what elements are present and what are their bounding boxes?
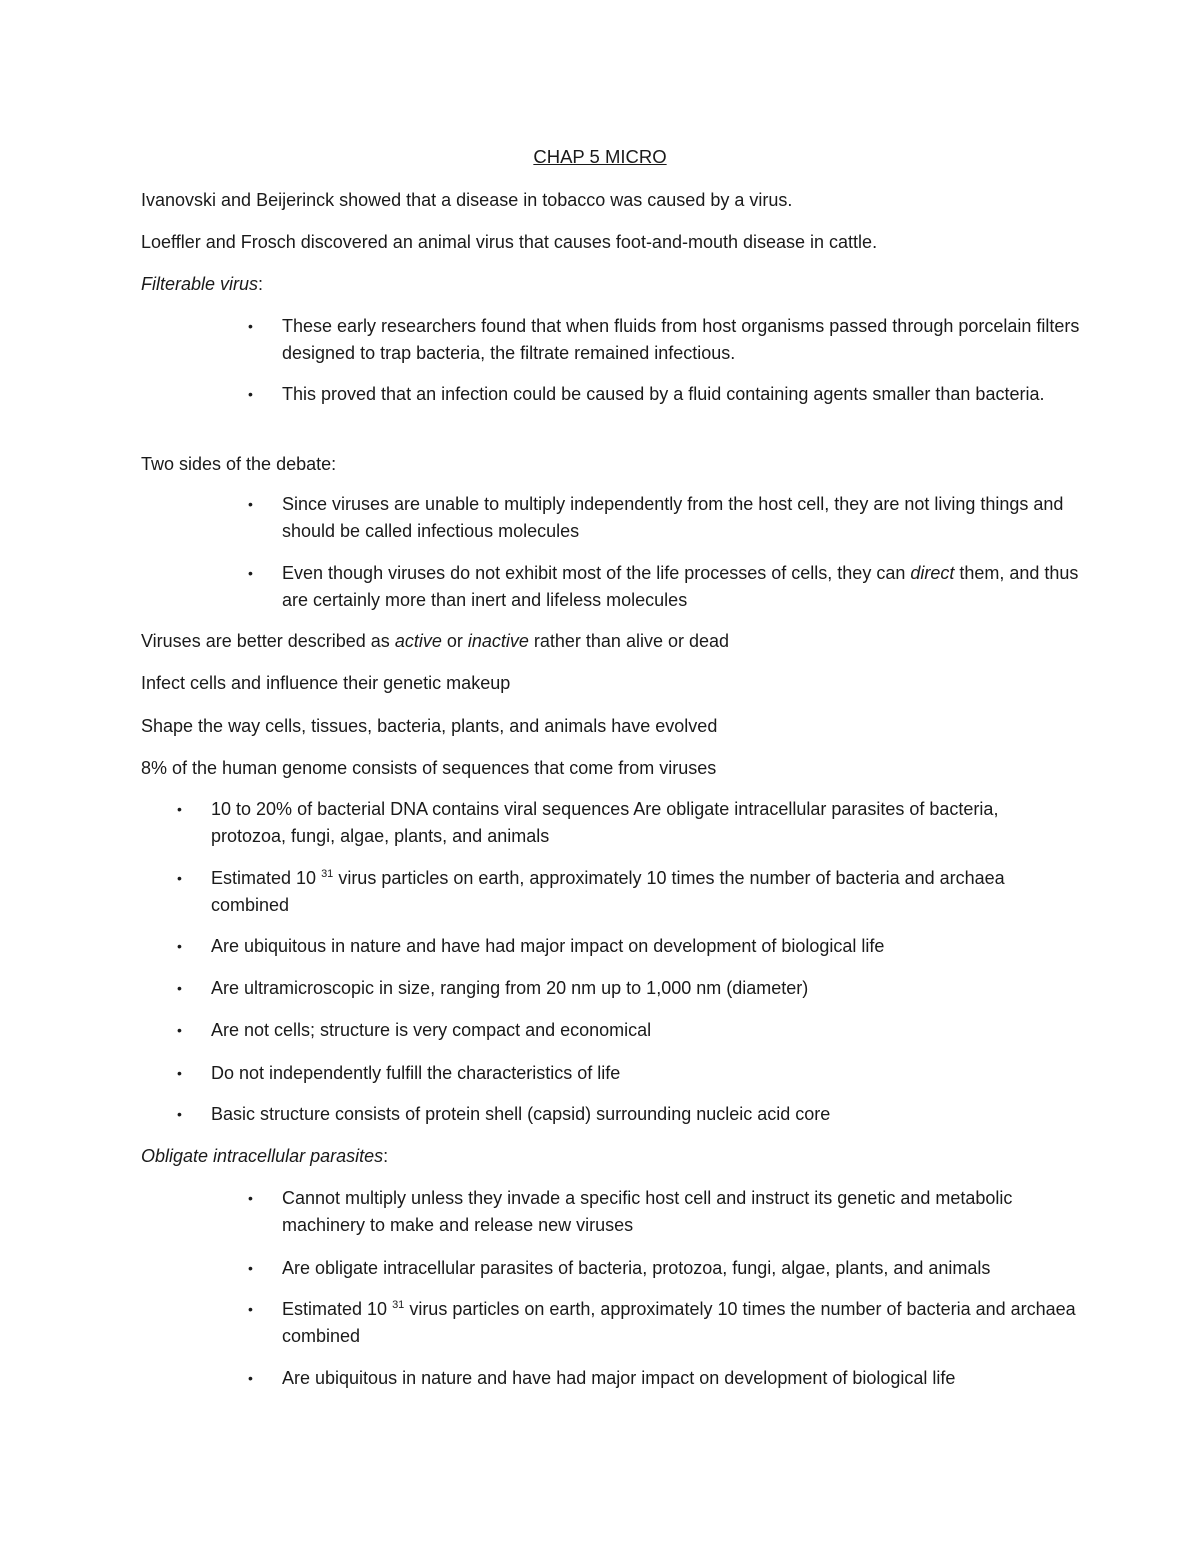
list-item: [248, 1296, 1082, 1350]
filterable-virus-label: Filterable virus: [141, 274, 259, 294]
list-item: [248, 313, 1082, 367]
list-item-text: Are ubiquitous in nature and have had major impact on development of biological life: [211, 936, 885, 956]
bullet-icon: •: [177, 1106, 182, 1122]
list-item: [177, 1017, 1071, 1044]
heading-obligate-parasites: [141, 1143, 1101, 1169]
bullet-icon: •: [177, 801, 182, 817]
bullet-icon: •: [248, 565, 253, 581]
list-item-text: Cannot multiply unless they invade a specific host cell and instruct its genetic and metabolic machinery to make and release new viruses: [282, 1188, 1013, 1235]
list-item-text: Do not independently fulfill the characteristics of life: [211, 1063, 621, 1083]
list-item: [248, 381, 1082, 408]
bullet-icon: •: [248, 1190, 253, 1206]
obligate-colon: :: [383, 1146, 389, 1166]
list-item-text-post: virus particles on earth, approximately 10 times the number of bacteria and archaea combined: [282, 1299, 1076, 1346]
list-item: [248, 491, 1082, 545]
bullet-icon: •: [248, 1260, 253, 1276]
list-item-text: Are obligate intracellular parasites of bacteria, protozoa, fungi, algae, plants, and animals: [282, 1258, 991, 1278]
list-item-text: Basic structure consists of protein shell (capsid) surrounding nucleic acid core: [211, 1104, 831, 1124]
list-item: [248, 1365, 1082, 1392]
superscript: 31: [321, 868, 334, 880]
paragraph-viruses-described: [141, 628, 1101, 654]
bullet-icon: •: [177, 938, 182, 954]
list-item-text-pre: Estimated 10: [282, 1299, 393, 1319]
list-item-text-post: virus particles on earth, approximately 10 times the number of bacteria and archaea combined: [211, 868, 1005, 915]
text-segment: or: [441, 631, 468, 651]
text-emphasis-inactive: inactive: [467, 631, 529, 651]
list-item: [177, 975, 1071, 1002]
list-item-text: Are not cells; structure is very compact and economical: [211, 1020, 652, 1040]
bullet-icon: •: [177, 870, 182, 886]
bullet-icon: •: [177, 980, 182, 996]
list-item-text: Since viruses are unable to multiply independently from the host cell, they are not living things and should be called infectious molecules: [282, 494, 1064, 541]
obligate-label: Obligate intracellular parasites: [141, 1146, 384, 1166]
list-item-text-pre: Even though viruses do not exhibit most of the life processes of cells, they can: [282, 563, 911, 583]
list-item: [248, 1185, 1082, 1239]
list-item-text-emphasis: direct: [910, 563, 955, 583]
list-item: [177, 933, 1071, 960]
list-item-text: These early researchers found that when fluids from host organisms passed through porcelain filters designed to trap bacteria, the filtrate remained infectious.: [282, 316, 1080, 363]
superscript: 31: [392, 1299, 405, 1311]
bullet-icon: •: [248, 318, 253, 334]
list-item: [248, 1255, 1082, 1282]
list-item-text: This proved that an infection could be caused by a fluid containing agents smaller than bacteria.: [282, 384, 1045, 404]
bullet-icon: •: [177, 1022, 182, 1038]
bullet-icon: •: [248, 386, 253, 402]
paragraph-loeffler: Loeffler and Frosch discovered an animal virus that causes foot-and-mouth disease in cattle.: [141, 232, 878, 252]
list-item: [177, 865, 1071, 919]
text-emphasis-active: active: [394, 631, 442, 651]
list-item-text-pre: Estimated 10: [211, 868, 322, 888]
bullet-icon: •: [177, 1065, 182, 1081]
bullet-icon: •: [248, 1301, 253, 1317]
list-item-text: 10 to 20% of bacterial DNA contains viral sequences Are obligate intracellular parasites of bacteria, protozoa, fungi, algae, plants, and animals: [211, 799, 999, 846]
paragraph-infect: Infect cells and influence their genetic makeup: [141, 673, 511, 693]
page-title: CHAP 5 MICRO: [533, 146, 667, 167]
heading-filterable-virus: [141, 271, 1101, 297]
text-segment: rather than alive or dead: [528, 631, 730, 651]
paragraph-genome: 8% of the human genome consists of sequences that come from viruses: [141, 758, 717, 778]
heading-debate: Two sides of the debate:: [141, 454, 337, 474]
list-item-text: Are ultramicroscopic in size, ranging from 20 nm up to 1,000 nm (diameter): [211, 978, 809, 998]
bullet-icon: •: [248, 1370, 253, 1386]
list-item-text: Are ubiquitous in nature and have had major impact on development of biological life: [282, 1368, 956, 1388]
text-segment: Viruses are better described as: [141, 631, 395, 651]
filterable-colon: :: [258, 274, 264, 294]
paragraph-ivanovski: Ivanovski and Beijerinck showed that a disease in tobacco was caused by a virus.: [141, 190, 793, 210]
list-item-text-post: them, and thus are certainly more than inert and lifeless molecules: [282, 563, 1079, 610]
list-item: [177, 1060, 1071, 1087]
paragraph-shape: Shape the way cells, tissues, bacteria, plants, and animals have evolved: [141, 716, 718, 736]
bullet-icon: •: [248, 496, 253, 512]
list-item: [177, 1101, 1071, 1128]
list-item: [177, 796, 1071, 850]
list-item: [248, 560, 1082, 614]
